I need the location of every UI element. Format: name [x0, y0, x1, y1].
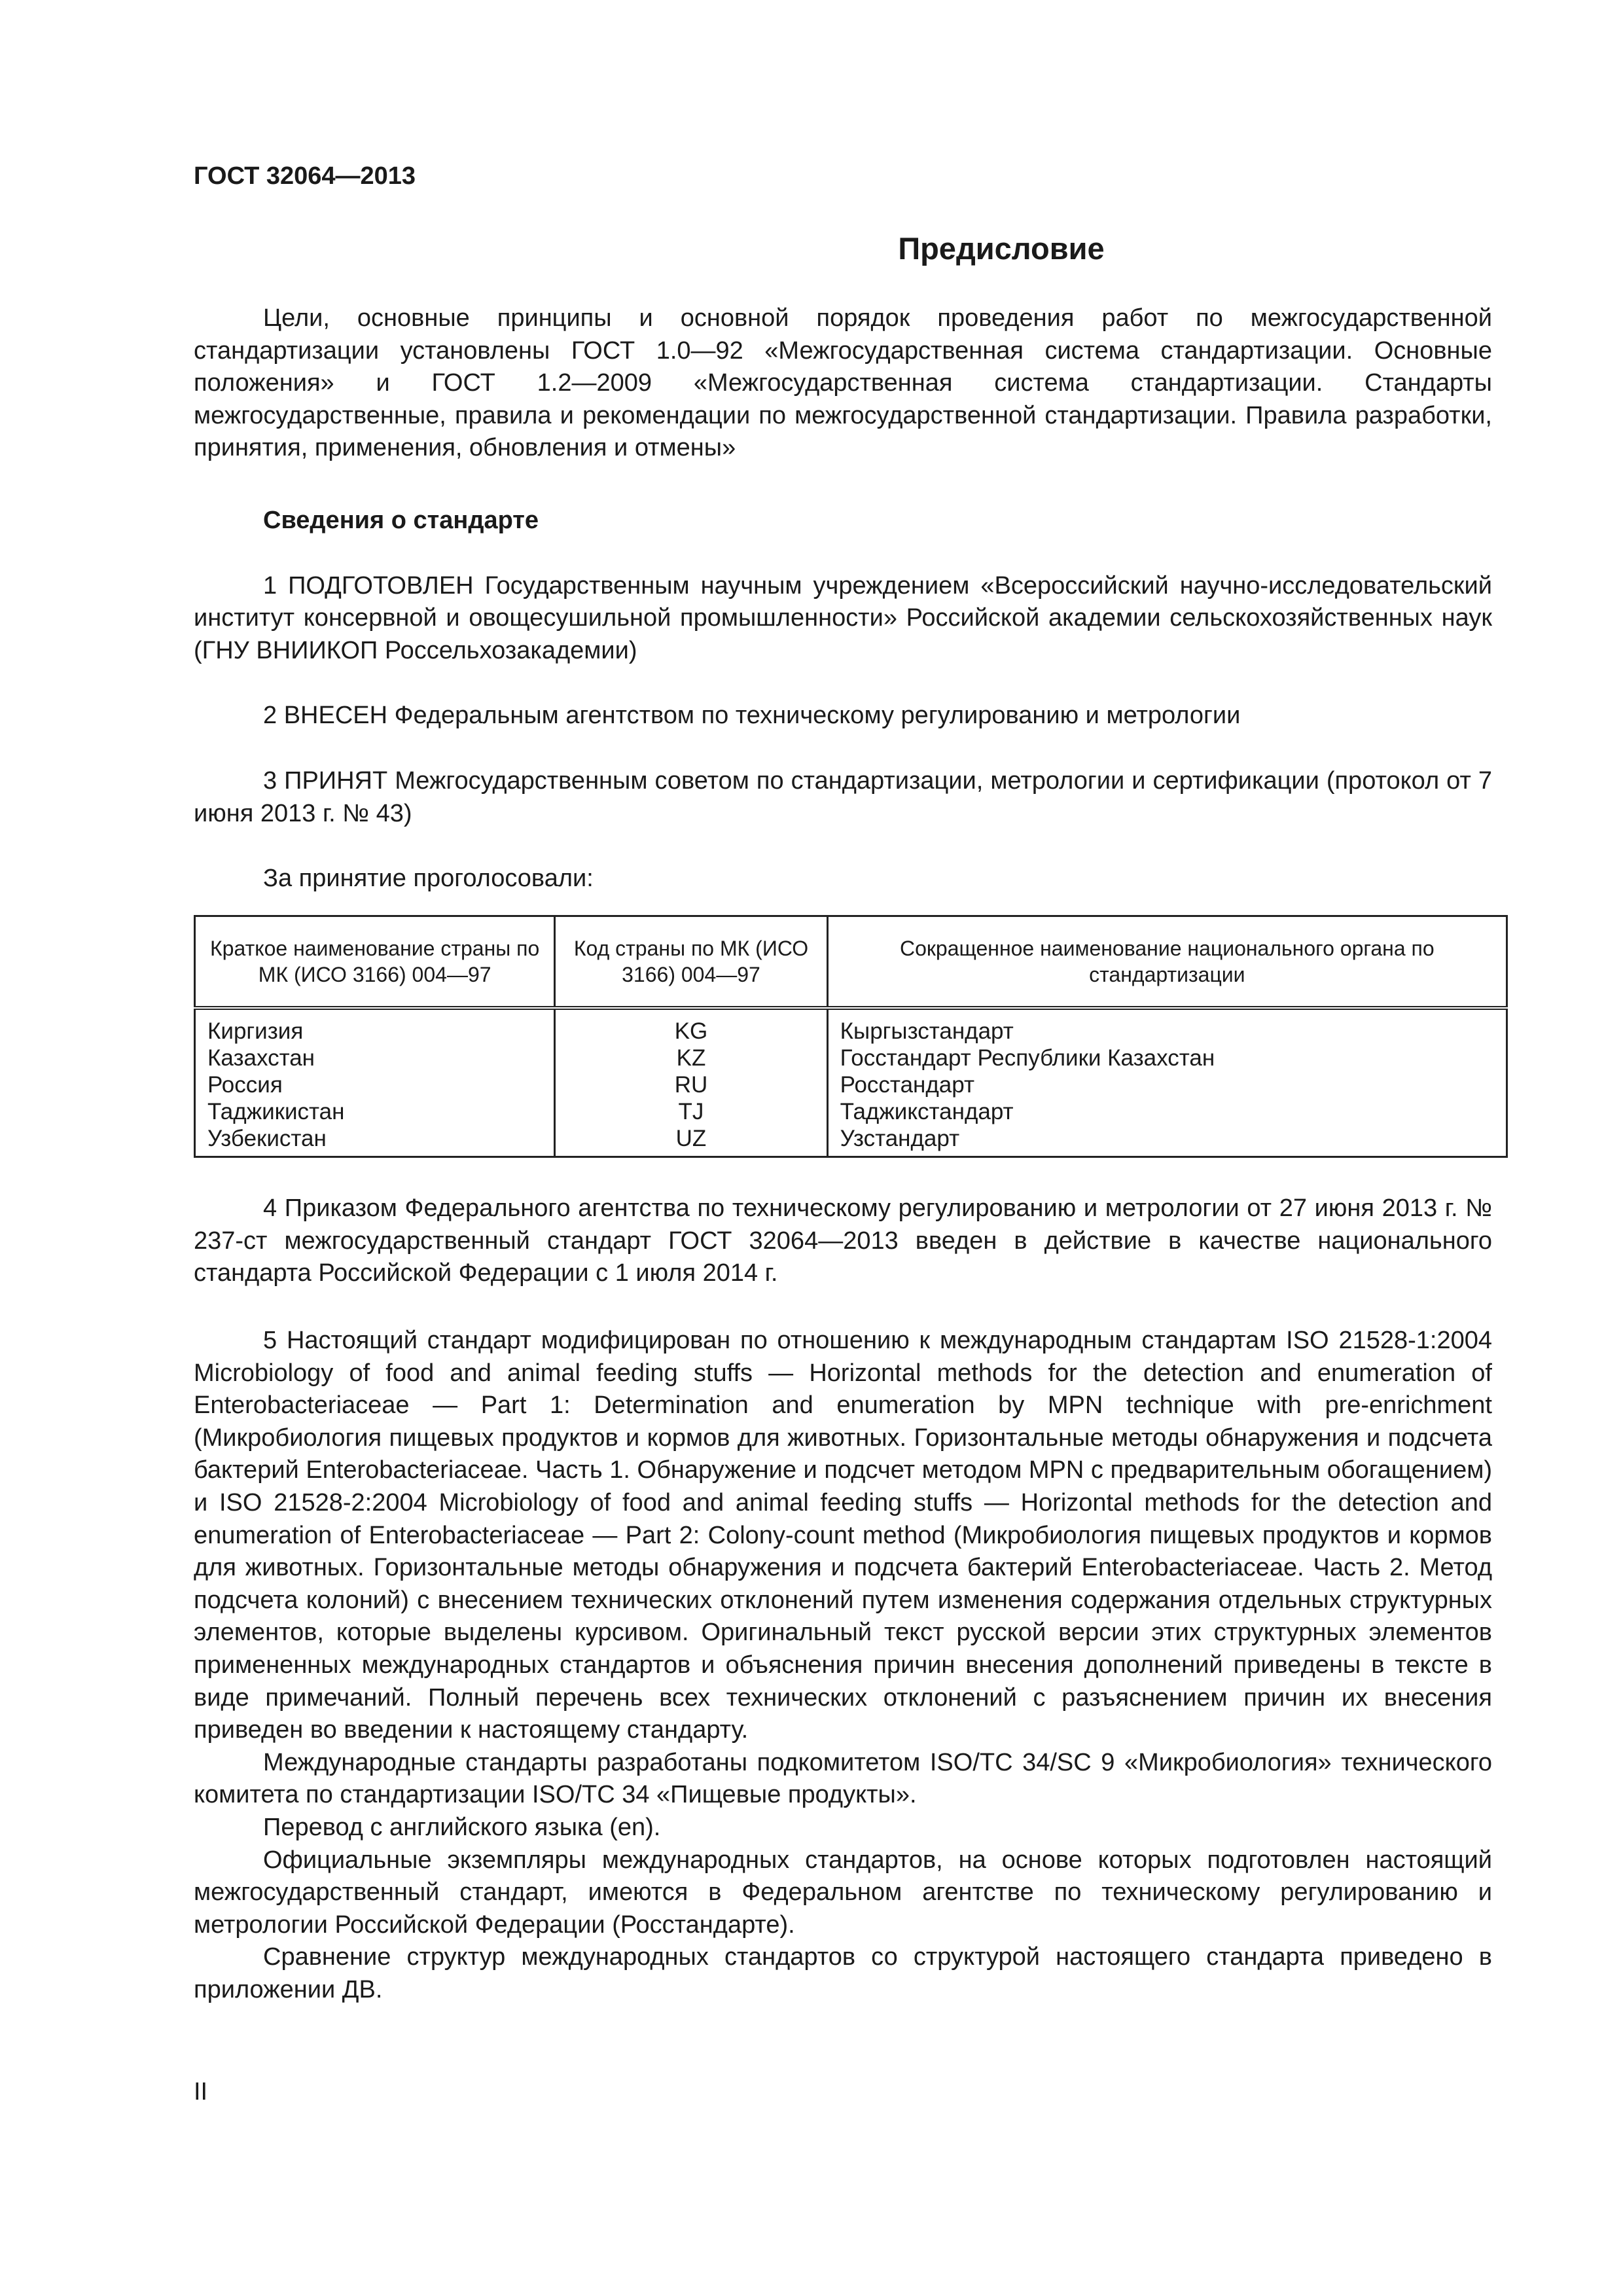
country-name-cell: Россия	[195, 1071, 555, 1098]
country-code-cell: KZ	[555, 1045, 827, 1071]
voted-label: За принятие проголосовали:	[263, 865, 594, 893]
document-id: ГОСТ 32064—2013	[194, 162, 416, 190]
voting-table	[194, 915, 1508, 1158]
item-5-committee-paragraph: Международные стандарты разработаны подкомитетом ISO/TC 34/SC 9 «Микробиология» технического комитета по стандартизации ISO/TC 34 «Пищевые продукты».	[194, 1748, 1492, 1809]
item-2-paragraph: 2 ВНЕСЕН Федеральным агентством по техническому регулированию и метрологии	[263, 702, 1241, 730]
standard-info-section	[194, 505, 1492, 895]
country-code-cell: RU	[555, 1071, 827, 1098]
country-name-cell: Узбекистан	[195, 1125, 555, 1157]
item-1-paragraph: 1 ПОДГОТОВЛЕН Государственным научным учреждением «Всероссийский научно-исследовательский институт консервной и овощесушильной промышленности» Российской академии сельскохозяйственных наук (ГНУ ВНИИКОП Россельхозакадемии)	[194, 571, 1492, 664]
standards-body-cell: Росстандарт	[827, 1071, 1507, 1098]
intro-section	[194, 302, 1492, 465]
table-header-row	[195, 916, 1507, 1009]
page-number: II	[194, 2078, 208, 2106]
item-3-paragraph: 3 ПРИНЯТ Межгосударственным советом по стандартизации, метрологии и сертификации (протокол от 7 июня 2013 г. № 43)	[194, 766, 1492, 827]
table-row	[195, 1125, 1507, 1157]
country-name-cell: Таджикистан	[195, 1098, 555, 1125]
header-standards-body: Сокращенное наименование национального органа по стандартизации	[827, 916, 1507, 1009]
header-country-name: Краткое наименование страны по МК (ИСО 3166) 004—97	[195, 916, 555, 1009]
country-name-cell: Киргизия	[195, 1008, 555, 1045]
page-title: Предисловие	[898, 231, 1105, 266]
item-5-paragraph: 5 Настоящий стандарт модифицирован по отношению к международным стандартам ISO 21528-1:2004 Microbiology of food and animal feeding stuffs — Horizontal methods for the detection and enumeration of Enterobacteriaceae — Part 1: Determination and enumeration by MPN technique with pre-enrichment (Микробиология пищевых продуктов и кормов для животных. Горизонтальные методы обнаружения и подсчета бактерий Enterobacteriaceae. Часть 1. Обнаружение и подсчет методом MPN с предварительным обогащением) и ISO 21528-2:2004 Microbiology of food and animal feeding stuffs — Horizontal methods for the detection and enumeration of Enterobacteriaceae — Part 2: Colony-count method (Микробиология пищевых продуктов и кормов для животных. Горизонтальные методы обнаружения и подсчета бактерий Enterobacteriaceae. Часть 2. Метод подсчета колоний) с внесением технических отклонений путем изменения содержания отдельных структурных элементов, которые выделены курсивом. Оригинальный текст русской версии этих структурных элементов примененных международных стандартов и объяснения причин внесения дополнений приведены в тексте в виде примечаний. Полный перечень всех технических отклонений с разъяснением причин их внесения приведен во введении к настоящему стандарту.	[194, 1327, 1492, 1744]
item-5-comparison-paragraph: Сравнение структур международных стандартов со структурой настоящего стандарта приведено в приложении ДВ.	[194, 1943, 1492, 2003]
table-row	[195, 1098, 1507, 1125]
item-5-translation-paragraph: Перевод с английского языка (en).	[263, 1813, 661, 1841]
country-code-cell: TJ	[555, 1098, 827, 1125]
voting-table-wrapper	[194, 915, 1508, 1158]
table-row	[195, 1071, 1507, 1098]
header-country-code: Код страны по МК (ИСО 3166) 004—97	[555, 916, 827, 1009]
item-4-paragraph: 4 Приказом Федерального агентства по техническому регулированию и метрологии от 27 июня 2013 г. № 237-ст межгосударственный стандарт ГОСТ 32064—2013 введен в действие в качестве национального стандарта Российской Федерации с 1 июля 2014 г.	[194, 1194, 1492, 1287]
item-5-section	[194, 1325, 1492, 2006]
table-row	[195, 1045, 1507, 1071]
intro-paragraph: Цели, основные принципы и основной порядок проведения работ по межгосударственной стандартизации установлены ГОСТ 1.0—92 «Межгосударственная система стандартизации. Основные положения» и ГОСТ 1.2—2009 «Межгосударственная система стандартизации. Стандарты межгосударственные, правила и рекомендации по межгосударственной стандартизации. Правила разработки, принятия, применения, обновления и отмены»	[194, 304, 1492, 462]
country-name-cell: Казахстан	[195, 1045, 555, 1071]
standards-body-cell: Кыргызстандарт	[827, 1008, 1507, 1045]
country-code-cell: UZ	[555, 1125, 827, 1157]
standards-body-cell: Таджикстандарт	[827, 1098, 1507, 1125]
standards-body-cell: Госстандарт Республики Казахстан	[827, 1045, 1507, 1071]
item-5-official-copies-paragraph: Официальные экземпляры международных стандартов, на основе которых подготовлен настоящий межгосударственный стандарт, имеются в Федеральном агентстве по техническому регулированию и метрологии Российской Федерации (Росстандарте).	[194, 1846, 1492, 1939]
standards-body-cell: Узстандарт	[827, 1125, 1507, 1157]
table-row	[195, 1008, 1507, 1045]
section-subheading: Сведения о стандарте	[263, 507, 539, 534]
country-code-cell: KG	[555, 1008, 827, 1045]
item-4-section	[194, 1193, 1492, 1290]
